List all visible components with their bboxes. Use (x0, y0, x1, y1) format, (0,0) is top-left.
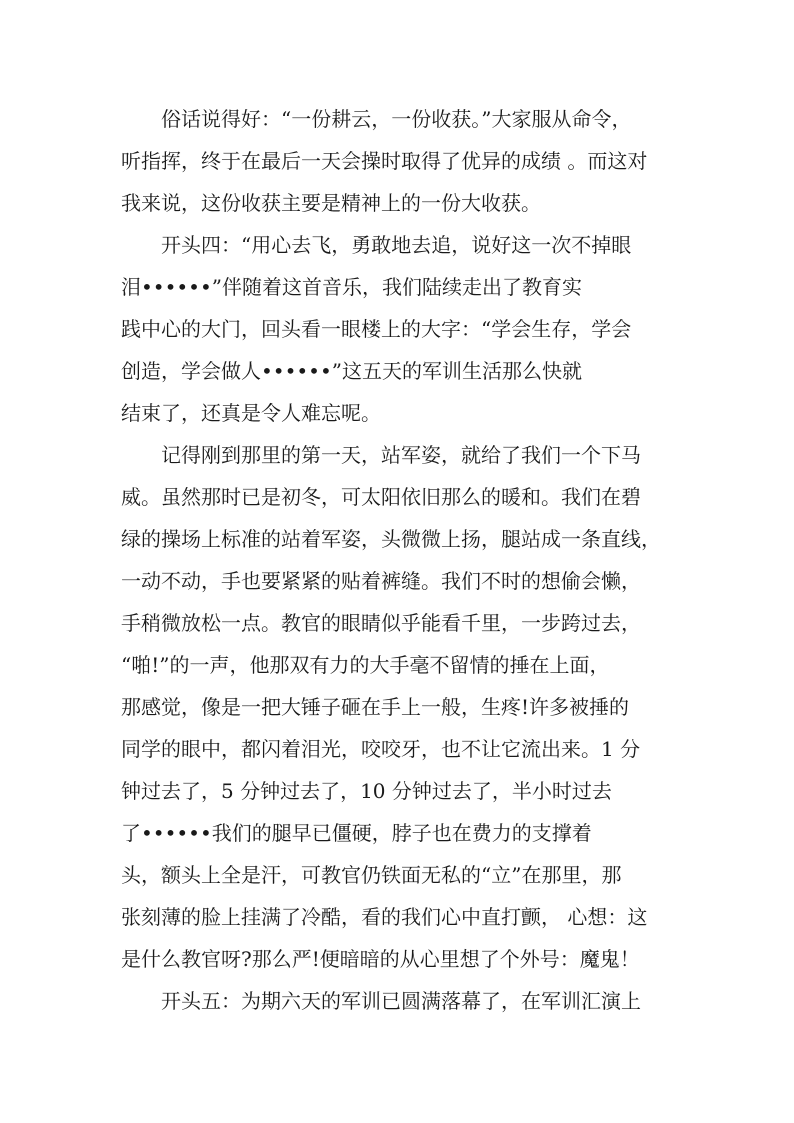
text-line: 践中心的大门，回头看一眼楼上的大字：“学会生存，学会 (121, 317, 632, 341)
text-line: 手稍微放松一点。教官的眼睛似乎能看千里，一步跨过去， (121, 611, 641, 635)
text-line: 创造，学会做人••••••”这五天的军训生活那么快就 (121, 359, 583, 383)
text-line: “啪!”的一声，他那双有力的大手毫不留情的捶在上面， (121, 653, 610, 677)
text-line: 我来说，这份收获主要是精神上的一份大收获。 (121, 191, 541, 215)
text-line: 了••••••我们的腿早已僵硬，脖子也在费力的支撑着 (121, 821, 592, 845)
body-text (121, 98, 681, 1022)
text-line: 头，额头上全是汗，可教官仍铁面无私的“立”在那里，那 (121, 863, 622, 887)
text-line: 同学的眼中，都闪着泪光，咬咬牙，也不让它流出来。1 分 (121, 737, 641, 761)
text-line: 一动不动，手也要紧紧的贴着裤缝。我们不时的想偷会懒， (121, 569, 641, 593)
text-line: 钟过去了，5 分钟过去了，10 分钟过去了，半小时过去 (121, 779, 612, 803)
text-line: 张刻薄的脸上挂满了冷酷，看的我们心中直打颤， 心想：这 (121, 905, 648, 929)
text-line: 泪••••••”伴随着这首音乐，我们陆续走出了教育实 (121, 275, 583, 299)
text-line: 是什么教官呀?那么严!便暗暗的从心里想了个外号：魔鬼！ (121, 947, 640, 971)
text-line: 开头四：“用心去飞，勇敢地去追，说好这一次不掉眼 (161, 233, 632, 257)
text-line: 绿的操场上标准的站着军姿，头微微上扬，腿站成一条直线， (121, 527, 661, 551)
text-line: 开头五：为期六天的军训已圆满落幕了，在军训汇演上 (161, 989, 641, 1013)
text-line: 那感觉，像是一把大锤子砸在手上一般，生疼!许多被捶的 (121, 695, 630, 719)
text-line: 结束了，还真是令人难忘呢。 (121, 401, 381, 425)
text-line: 俗话说得好：“一份耕云，一份收获。”大家服从命令， (161, 107, 632, 131)
text-line: 听指挥，终于在最后一天会操时取得了优异的成绩 。而这对 (121, 149, 648, 173)
text-line: 记得刚到那里的第一天，站军姿，就给了我们一个下马 (161, 443, 641, 467)
text-line: 威。虽然那时已是初冬，可太阳依旧那么的暖和。我们在碧 (121, 485, 641, 509)
